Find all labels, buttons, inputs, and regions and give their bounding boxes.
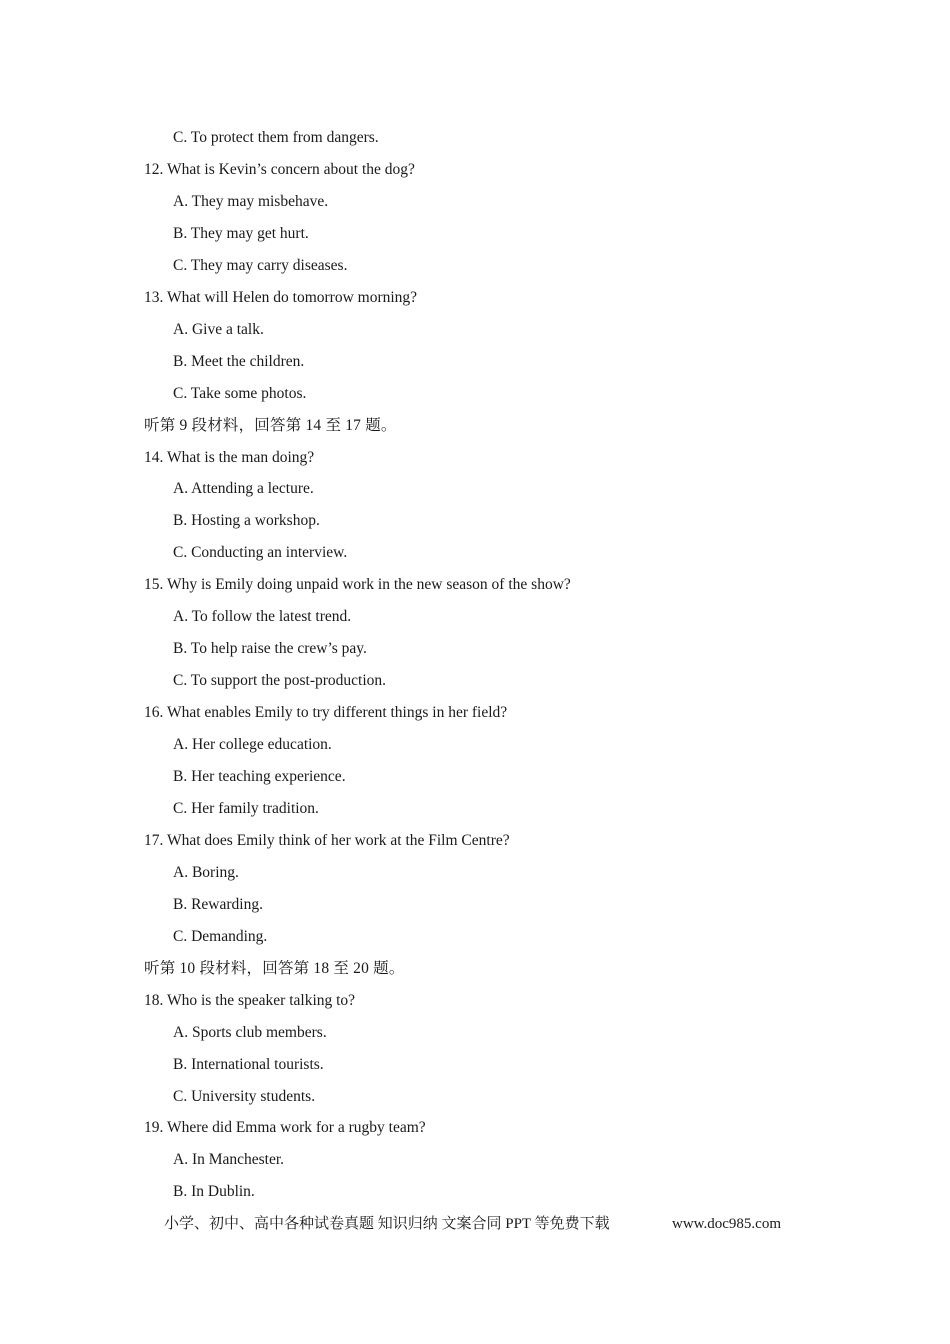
question-line: 14. What is the man doing? (144, 449, 315, 466)
option-line: C. University students. (173, 1088, 316, 1105)
option-line: C. Her family tradition. (173, 800, 319, 817)
option-line: A. Her college education. (173, 736, 332, 753)
question-line: 15. Why is Emily doing unpaid work in the new season of the show? (144, 576, 571, 593)
question-line: 16. What enables Emily to try different things in her field? (144, 704, 508, 721)
option-line: A. Attending a lecture. (173, 480, 314, 497)
option-line: C. Conducting an interview. (173, 544, 348, 561)
option-line: B. Hosting a workshop. (173, 512, 320, 529)
footer-website-url: www.doc985.com (672, 1216, 782, 1232)
option-line: A. They may misbehave. (173, 193, 329, 210)
option-line: C. Demanding. (173, 928, 268, 945)
option-line: B. To help raise the crew’s pay. (173, 640, 367, 657)
option-line: B. In Dublin. (173, 1183, 255, 1200)
option-line: A. Give a talk. (173, 321, 264, 338)
question-line: 18. Who is the speaker talking to? (144, 992, 356, 1009)
option-line: C. Take some photos. (173, 385, 307, 402)
option-line: A. Sports club members. (173, 1024, 327, 1041)
option-line: A. In Manchester. (173, 1151, 285, 1168)
question-line: 12. What is Kevin’s concern about the dog? (144, 161, 415, 178)
option-line: A. Boring. (173, 864, 239, 881)
option-line: B. Meet the children. (173, 353, 305, 370)
option-line: C. To protect them from dangers. (173, 129, 379, 146)
option-line: C. To support the post-production. (173, 672, 387, 689)
question-line: 13. What will Helen do tomorrow morning? (144, 289, 418, 306)
option-line: B. They may get hurt. (173, 225, 309, 242)
option-line: C. They may carry diseases. (173, 257, 348, 274)
question-line: 19. Where did Emma work for a rugby team? (144, 1119, 426, 1136)
footer-promo-text: 小学、初中、高中各种试卷真题 知识归纳 文案合同 PPT 等免费下载 (164, 1216, 610, 1232)
question-line: 17. What does Emily think of her work at the Film Centre? (144, 832, 510, 849)
option-line: B. Her teaching experience. (173, 768, 346, 785)
section-instruction: 听第 9 段材料，回答第 14 至 17 题。 (144, 417, 397, 434)
option-line: A. To follow the latest trend. (173, 608, 352, 625)
option-line: B. International tourists. (173, 1056, 324, 1073)
option-line: B. Rewarding. (173, 896, 263, 913)
section-instruction: 听第 10 段材料，回答第 18 至 20 题。 (144, 960, 405, 977)
